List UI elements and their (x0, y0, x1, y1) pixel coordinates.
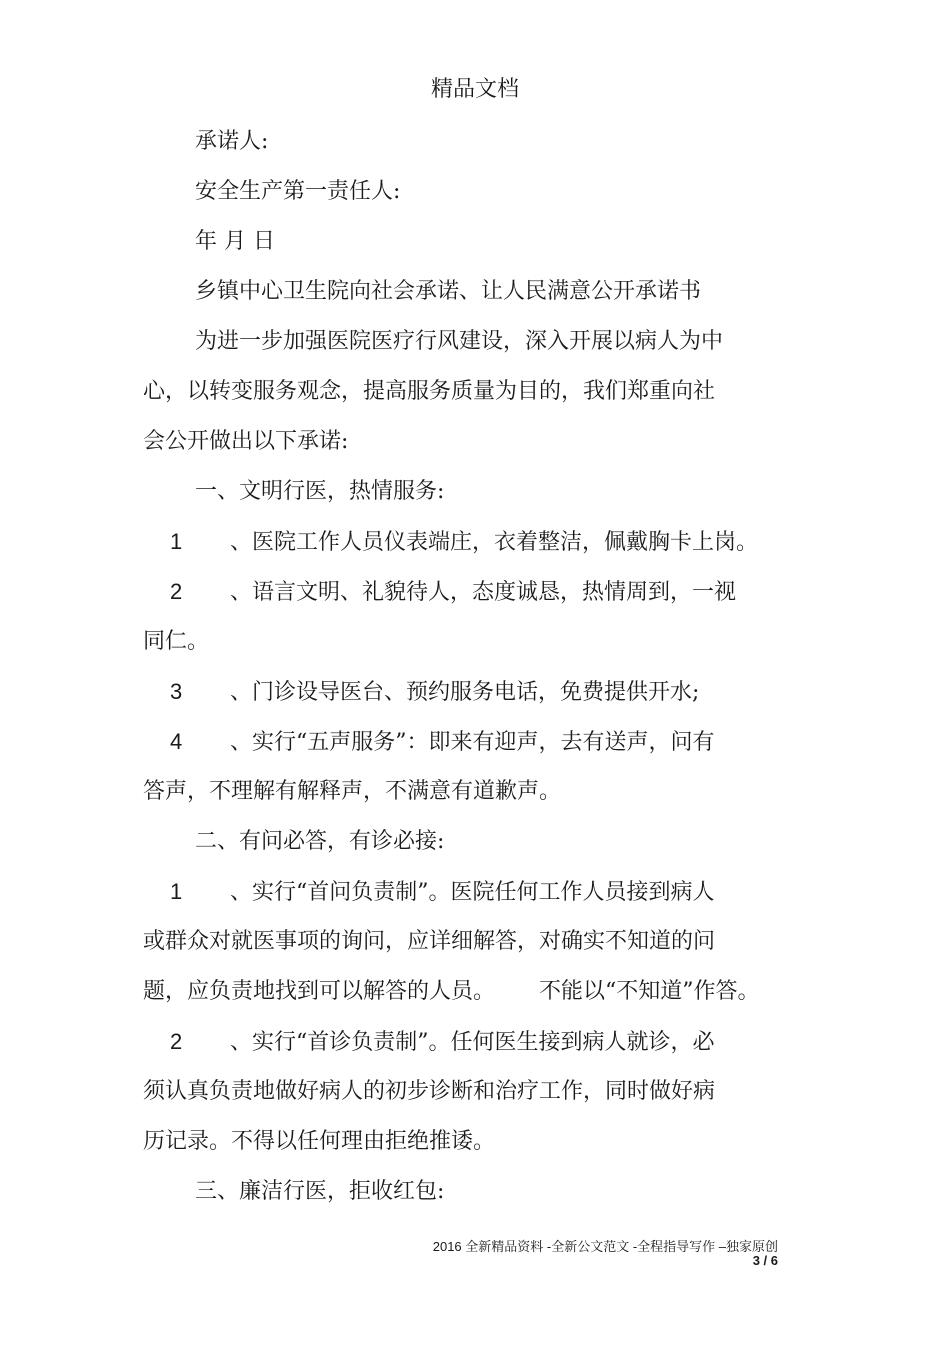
text-line: 会公开做出以下承诺: (143, 429, 349, 454)
list-item (170, 727, 715, 758)
section-heading: 三、廉洁行医，拒收红包: (195, 1179, 445, 1204)
text-line: 历记录。不得以任何理由拒绝推诿。 (143, 1129, 496, 1154)
list-text: 、医院工作人员仪表端庄，衣着整洁，佩戴胸卡上岗。 (230, 530, 759, 555)
list-item (170, 527, 758, 558)
list-text: 、实行“首问负责制”。医院任何工作人员接到病人 (230, 880, 715, 905)
list-number: 2 (170, 1029, 183, 1054)
page-footer: 2016 全新精品资料 -全新公文范文 -全程指导写作 –独家原创 (432, 1239, 778, 1254)
text-line: 年 月 日 (195, 229, 275, 254)
text-line: 答声，不理解有解释声，不满意有道歉声。 (143, 779, 562, 804)
list-item (170, 577, 736, 608)
text-line: 心，以转变服务观念，提高服务质量为目的，我们郑重向社 (143, 379, 716, 404)
list-number: 3 (170, 679, 183, 704)
list-item (170, 677, 699, 708)
list-number: 1 (170, 879, 183, 904)
text-line: 须认真负责地做好病人的初步诊断和治疗工作，同时做好病 (143, 1079, 716, 1104)
list-number: 2 (170, 579, 183, 604)
list-text: 、语言文明、礼貌待人，态度诚恳，热情周到，一视 (230, 580, 737, 605)
document-title: 乡镇中心卫生院向社会承诺、让人民满意公开承诺书 (195, 279, 702, 304)
list-number: 4 (170, 729, 183, 754)
section-heading: 一、文明行医，热情服务: (195, 479, 445, 504)
text-line (143, 977, 760, 1007)
list-item (170, 877, 715, 908)
text-line: 承诺人: (195, 129, 269, 154)
page-number: 3 / 6 (752, 1253, 778, 1268)
text-line: 或群众对就医事项的询问，应详细解答，对确实不知道的问 (143, 929, 716, 954)
list-text: 、门诊设导医台、预约服务电话，免费提供开水; (230, 680, 700, 705)
list-number: 1 (170, 529, 183, 554)
text-line: 安全生产第一责任人: (195, 179, 401, 204)
text-line: 同仁。 (143, 629, 210, 654)
list-text: 、实行“首诊负责制”。任何医生接到病人就诊，必 (230, 1030, 715, 1055)
list-text: 、实行“五声服务”：即来有迎声，去有送声，问有 (230, 730, 715, 755)
page-header: 精品文档 (430, 77, 519, 102)
text-segment: 题，应负责地找到可以解答的人员。 (143, 979, 496, 1004)
list-item (170, 1027, 715, 1058)
text-line: 为进一步加强医院医疗行风建设，深入开展以病人为中 (195, 329, 724, 354)
section-heading: 二、有问必答，有诊必接: (195, 829, 445, 854)
text-segment: 不能以“不知道”作答。 (539, 979, 760, 1004)
